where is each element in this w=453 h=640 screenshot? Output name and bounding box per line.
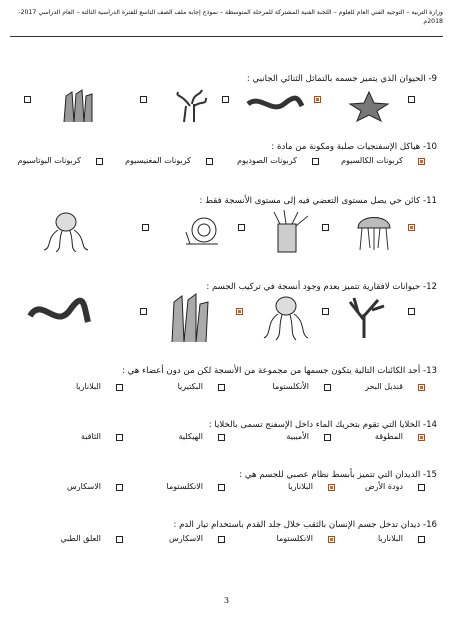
q15-checkbox-4[interactable] (116, 484, 123, 491)
question-10: 10- هياكل الإسفنجيات صلبة ومكونة من مادة : (271, 142, 437, 152)
q12-checkbox-2[interactable] (322, 308, 329, 315)
page-header: وزارة التربية – التوجيه الفني العام للعلوم – اللجنة الفنية المشتركة للمرحلة المتوسطة – نموذج إجابة ملف الصف التاسع للفترة الدراسية الثالثة – العام الدراسي 2017-2018م (10, 8, 443, 37)
hydra-icon (262, 210, 312, 254)
anemone-icon (172, 88, 208, 124)
q15-checkbox-3[interactable] (218, 484, 225, 491)
q13-option-3: البكتيريا (177, 382, 203, 391)
q15-option-1: دودة الأرض (364, 482, 403, 491)
question-9: 9- الحيوان الذي يتميز جسمه بالتماثل الثنائي الجانبي : (246, 74, 437, 84)
starfish-icon (344, 90, 394, 122)
q16-options (12, 534, 441, 548)
q12-checkbox-3[interactable] (236, 308, 243, 315)
worm-icon (244, 92, 306, 118)
sponge-icon (162, 292, 216, 344)
q12-checkbox-4[interactable] (140, 308, 147, 315)
q15-checkbox-1[interactable] (418, 484, 425, 491)
snail-icon (182, 214, 222, 250)
q9-checkbox-2[interactable] (314, 96, 321, 103)
q10-checkbox-1[interactable] (418, 158, 425, 165)
question-12: 12- حيوانات لافقارية تتميز بعدم وجود أنسجة في تركيب الجسم : (206, 282, 437, 292)
q15-options (12, 482, 441, 496)
q14-option-4: الثاقبة (80, 432, 101, 441)
q10-option-3: كربونات المغنيسيوم (125, 156, 191, 165)
octopus-icon (42, 212, 90, 252)
q9-options (12, 88, 441, 124)
q10-checkbox-2[interactable] (312, 158, 319, 165)
q16-checkbox-1[interactable] (418, 536, 425, 543)
q14-checkbox-2[interactable] (324, 434, 331, 441)
q16-option-1: البلاناريا (377, 534, 403, 543)
page-number: 3 (223, 596, 230, 605)
q16-option-4: العلق الطبي (60, 534, 101, 543)
q10-option-1: كربونات الكالسيوم (341, 156, 403, 165)
q10-option-2: كربونات الصوديوم (237, 156, 297, 165)
octopus-icon (262, 294, 310, 342)
q16-option-3: الاسكارس (169, 534, 203, 543)
q10-option-4: كربونات البوتاسيوم (17, 156, 81, 165)
question-11: 11- كائن حي يصل مستوى التعضي فيه إلى مستوى الأنسجة فقط : (199, 196, 437, 206)
q9-checkbox-3[interactable] (222, 96, 229, 103)
q13-option-1: قنديل البحر (365, 382, 403, 391)
q11-checkbox-3[interactable] (238, 224, 245, 231)
q10-checkbox-3[interactable] (206, 158, 213, 165)
sponge-icon (58, 88, 98, 124)
q14-options (12, 432, 441, 446)
question-13: 13- أحد الكائنات التالية يتكون جسمها من مجموعة من الأنسجة لكن من دون أعضاء هي : (122, 366, 437, 376)
q13-checkbox-2[interactable] (324, 384, 331, 391)
q15-option-4: الاسكارس (67, 482, 101, 491)
q14-option-2: الأميبية (286, 432, 309, 441)
q13-option-4: البلاناريا (75, 382, 101, 391)
q10-checkbox-4[interactable] (96, 158, 103, 165)
q15-option-3: الانكلستوما (166, 482, 203, 491)
q9-checkbox-4[interactable] (140, 96, 147, 103)
question-14: 14- الخلايا التي تقوم بتحريك الماء داخل الإسفنج تسمى بالخلايا : (208, 420, 437, 430)
q14-option-3: الهيكلية (178, 432, 203, 441)
q15-option-2: البلاناريا (287, 482, 313, 491)
q14-checkbox-1[interactable] (418, 434, 425, 441)
question-15: 15- الديدان التي تتميز بأبسط نظام عصبي للجسم هي : (239, 470, 437, 480)
q11-checkbox-4[interactable] (142, 224, 149, 231)
q12-checkbox-1[interactable] (408, 308, 415, 315)
q11-options (12, 210, 441, 254)
q13-checkbox-1[interactable] (418, 384, 425, 391)
q13-checkbox-3[interactable] (218, 384, 225, 391)
worm-icon (26, 296, 92, 332)
q11-checkbox-1[interactable] (408, 224, 415, 231)
question-16: 16- ديدان تدخل جسم الإنسان بالثقب خلال جلد القدم باستخدام تيار الدم : (173, 520, 437, 530)
q9-checkbox-5[interactable] (24, 96, 31, 103)
coral-icon (338, 294, 392, 338)
q16-checkbox-2[interactable] (328, 536, 335, 543)
q14-option-1: المطوقة (374, 432, 403, 441)
q12-options (12, 292, 441, 348)
q13-checkbox-4[interactable] (116, 384, 123, 391)
q10-options (12, 156, 441, 170)
q16-checkbox-3[interactable] (218, 536, 225, 543)
jellyfish-icon (352, 212, 396, 252)
q14-checkbox-4[interactable] (116, 434, 123, 441)
q9-checkbox-1[interactable] (408, 96, 415, 103)
q16-checkbox-4[interactable] (116, 536, 123, 543)
q14-checkbox-3[interactable] (218, 434, 225, 441)
q13-option-2: الأنكلستوما (272, 382, 309, 391)
q16-option-2: الانكلستوما (276, 534, 313, 543)
q13-options (12, 382, 441, 396)
q15-checkbox-2[interactable] (328, 484, 335, 491)
q11-checkbox-2[interactable] (322, 224, 329, 231)
